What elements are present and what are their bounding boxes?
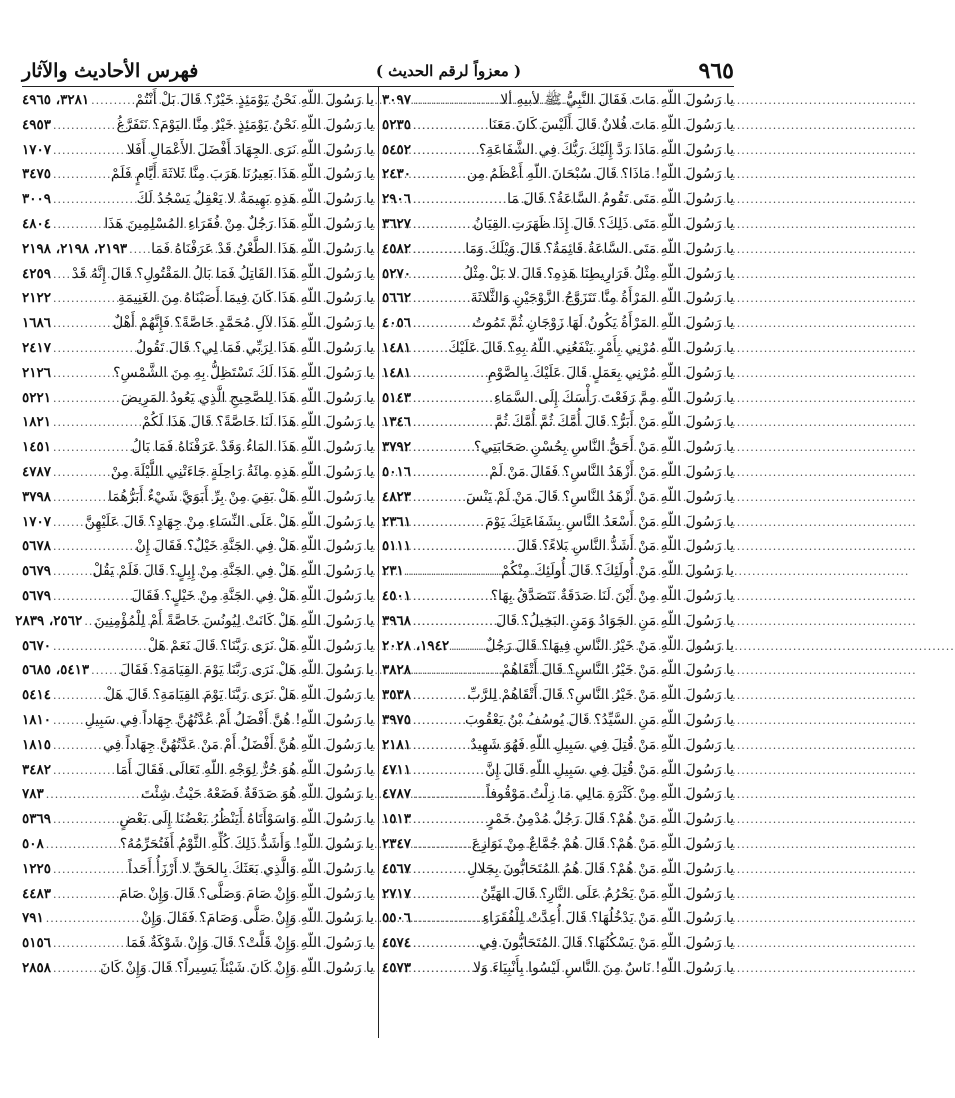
- hadith-number: ١٨١٠: [22, 711, 52, 728]
- hadith-number: ٥٦٧٨: [22, 538, 52, 555]
- entry-text: يا رَسُولَ اللّهِ هَذَا لَنَا خَاصَّةً؟ قَالَ هَذَا لَكُمْ: [141, 414, 374, 431]
- entry-text: يا رَسُولَ اللّهِ نَحْنُ يَوْمَئِذٍ خَيْرٌ؟ قَالَ بَلْ أَنْتُمْ: [135, 92, 374, 108]
- entry-text: يا رَسُولَ اللّهِ وَإِنْ صَامَ وَصَلَّى؟ قَالَ وَإِنْ صَامَ: [119, 885, 374, 902]
- dot-leader: [53, 411, 140, 436]
- index-entry: [22, 634, 374, 659]
- entry-text: يا رَسُولَ اللّهِ مَنْ أُولَئِكَ؟ قَالَ أُولَئِكَ مِنْكُمْ: [501, 563, 734, 580]
- hadith-number: ٥٠١٦: [382, 463, 412, 480]
- hadith-number: ٣٥٣٨: [382, 687, 412, 704]
- index-entry: [22, 708, 374, 733]
- hadith-number: ٤٧٨٧: [382, 786, 412, 803]
- dot-leader: [91, 659, 118, 684]
- index-entry: [22, 410, 374, 435]
- dot-leader: [53, 734, 101, 759]
- hadith-number: ٥٦٧٩: [22, 563, 52, 580]
- index-entry: [22, 683, 374, 708]
- hadith-number: ٣٩٦٨: [382, 612, 412, 629]
- index-entry: [22, 832, 374, 857]
- entry-text: يا رَسُولَ اللّهِ مَنْ هُمْ؟ قَالَ رَجُلٌ مُدْمِنُ خَمْرٍ: [487, 811, 734, 828]
- entry-text: يا رَسُولَ اللّهِ هُوَ حُرٌّ لِوَجْهِ اللّهِ تَعَالَى فَقَالَ أَمَا: [115, 761, 374, 778]
- hadith-number: ٣٢٨١، ٤٩٦٥: [22, 92, 90, 108]
- entry-text: يا رَسُولَ اللّهِ مَنْ أَشَدُّ النَّاسِ بَلاءً؟ قَالَ: [516, 538, 734, 555]
- entry-text: يا رَسُولَ اللّهِ هَذَا لآلِ مُحَمَّدٍ خَاصَّةً؟ فَإِنَّهُمْ أَهْلٌ: [113, 315, 374, 332]
- entry-text: يا رَسُولَ اللّهِ مَتَى ذَلِكَ؟ قَالَ إِذَا ظَهَرَتِ القِيَانُ: [473, 215, 734, 232]
- hadith-number: ٥٢٢١: [22, 389, 52, 406]
- index-entry: [22, 88, 374, 113]
- entry-text: يا رَسُولَ اللّهِ مَنْ هُمْ؟ قَالَ هُمُ المُتَحَابُّونَ بِجَلالِ: [467, 860, 734, 877]
- hadith-number: ١٤٨١: [382, 339, 412, 356]
- hadith-number: ٥٤١٣، ٥٦٨٥: [22, 662, 90, 679]
- entry-text: يا رَسُولَ اللّهِ مَنْ قُتِلَ فِي سَبِيلِ اللّهِ قَالَ إِنَّ: [485, 761, 734, 778]
- entry-text: يا رَسُولَ اللّهِ هَذَا لَكَ تَسْتَظِلُّ بِهِ مِنَ الشَّمْسِ؟: [113, 364, 374, 381]
- entry-text: يا رَسُولَ اللّهِ مَنْ أَبَرُّ؟ قَالَ أُمَّكَ ثُمَّ أُمَّكَ ثُمَّ: [494, 414, 734, 431]
- entry-text: يا رَسُولَ اللّهِ مُرْنِي بِعَمَلٍ قَالَ عَلَيْكَ بِالصَّوْمِ: [487, 364, 734, 381]
- index-entry: [22, 113, 374, 138]
- index-entry: [22, 187, 374, 212]
- hadith-number: ٣٠٩٧: [382, 92, 412, 108]
- hadith-number: ٥٤٥٢: [382, 141, 412, 158]
- dot-leader: [53, 139, 125, 164]
- hadith-number: ٥٤١٤: [22, 687, 52, 704]
- entry-text: يا رَسُولَ اللّهِ هَلْ نَرَى رَبَّنَا يَوْمَ القِيَامَةِ؟ قَالَ هَلْ: [104, 687, 374, 704]
- hadith-number: ٤٥٨٢: [382, 240, 412, 257]
- entry-text: يا رَسُولَ اللّهِ مَاتَ فُلانٌ قَالَ أَلَيْسَ كَانَ مَعَنَا: [488, 116, 734, 133]
- hadith-number: ١٤٥١: [22, 439, 52, 456]
- page-title: فهرس الأحاديث والآثار: [22, 60, 199, 82]
- dot-leader: [53, 312, 111, 337]
- entry-text: يا رَسُولَ اللّهِ مَنْ خَيْرُ النَّاسِ؟ قَالَ أَتْقَاهُمْ: [501, 662, 734, 679]
- dot-leader: [53, 287, 116, 312]
- dot-leader: [53, 535, 133, 560]
- index-entry: [22, 906, 374, 931]
- dot-leader: [53, 709, 83, 734]
- entry-text: يا رَسُولَ اللّهِ نَحْنُ يَوْمَئِذٍ خَيْرٌ مِنَّا اليَوْمَ؟ نَتَفَرَّغُ: [116, 116, 374, 133]
- index-entry: [22, 460, 374, 485]
- entry-text: يا رَسُولَ اللّهِ هَلْ نَرَى رَبَّنَا؟ قَالَ نَعَمْ هَلْ: [147, 637, 374, 654]
- entry-text: يا رَسُولَ اللّهِ! هُنَّ أَفْضَلُ أَمْ عُدَّتُهُنَّ جِهَاداً فِي سَبِيلِ: [84, 711, 374, 728]
- entry-text: يا رَسُولَ اللّهِ مَنْ قُتِلَ فِي سَبِيلِ اللّهِ فَهُوَ شَهِيدٌ: [470, 736, 734, 753]
- entry-text: يا رَسُولَ اللّهِ المَرْأَةُ مِنَّا تَتَزَوَّجُ الزَّوْجَيْنِ وَالثَّلاثَةَ: [470, 290, 734, 307]
- entry-text: يا رَسُولَ اللّهِ هَلْ فِي الجَنَّةِ مِنْ خَيْلٍ؟ فَقَالَ: [131, 587, 374, 604]
- dot-leader: [53, 362, 111, 387]
- index-entry: [22, 311, 374, 336]
- entry-text: يا رَسُولَ اللّهِ وَإِنْ قَلَّتْ؟ قَالَ وَإِنْ شَوْكَةٌ فَمَا: [126, 935, 374, 952]
- hadith-number: ٢٧١٧: [382, 885, 412, 902]
- entry-text: يا رَسُولَ اللّهِ! وَأَشَدُّ ذَلِكَ كُلِّهِ الثَّوْمُ أَفَتُحَرِّمُهُ؟: [119, 835, 374, 852]
- dot-leader: [53, 858, 126, 883]
- entry-text: يا رَسُولَ اللّهِ! مَاذَا؟ قَالَ سُبْحَانَ اللّهِ أَعْظَمُ مِن: [466, 166, 734, 183]
- entry-text: يا رَسُولَ اللّهِ هَذَا المَاءُ وَقَدْ عَرَفْنَاهُ فَمَا بَالُ: [131, 439, 374, 456]
- entry-text: يا رَسُولَ اللّهِ هَذِهِ مِائَةُ رَاحِلَةٍ جَاءَتْنِي اللَّيْلَةَ مِنْ: [110, 463, 374, 480]
- hadith-number: ٣٦٢٧: [382, 215, 412, 232]
- entry-text: يا رَسُولَ اللّهِ هَذَا كَانَ فِيمَا أَصَبْنَاهُ مِنَ الغَنِيمَةِ: [117, 290, 374, 307]
- hadith-number: ٥٢٧٠: [382, 265, 412, 282]
- hadith-number: ٣٨٢٨: [382, 662, 412, 679]
- hadith-number: ٥٦٧٩: [22, 587, 52, 604]
- index-entry: [22, 212, 374, 237]
- hadith-number: ٢١٢٦: [22, 364, 52, 381]
- entry-text: يا رَسُولَ اللّهِ مَنْ أَسْعَدُ النَّاسِ بِشَفَاعَتِكَ يَوْمَ: [484, 513, 734, 530]
- dot-leader: [53, 684, 103, 709]
- dot-leader: [53, 163, 109, 188]
- dot-leader: [53, 337, 134, 362]
- dot-leader: [53, 808, 117, 833]
- hadith-number: ٥٢٣٥: [382, 116, 412, 133]
- entry-text: يا رَسُولَ اللّهِ مَنْ أَحَقُّ النَّاسِ بِحُسْنِ صَحَابَتِي؟: [473, 439, 734, 456]
- hadith-number: ٤٥٧٣: [382, 959, 412, 976]
- hadith-number: ٥٦٦٢: [382, 290, 412, 307]
- index-entry: [22, 882, 374, 907]
- entry-text: يا رَسُولَ اللّهِ هَلْ نَرَى رَبَّنَا يَوْمَ القِيَامَةِ؟ فَقَالَ: [120, 662, 374, 679]
- hadith-number: ٥٦٧٠: [22, 637, 52, 654]
- entry-text: يا رَسُولَ اللّهِ مَنْ خَيْرُ النَّاسِ فِيهَا؟ قَالَ رَجُلٌ: [485, 637, 734, 654]
- entry-text: يا رَسُولَ اللّهِ هَذِهِ بَهِيمَةٌ لا يَعْقِلُ يَسْجُدُ لَكَ: [136, 191, 374, 208]
- entry-text: يا رَسُولَ اللّهِ وَإِنْ صَلَّى وَصَامَ؟ فَقَالَ وَإِنْ: [141, 910, 374, 927]
- hadith-number: ١٦٨٦: [22, 315, 52, 332]
- index-entry: [22, 435, 374, 460]
- dot-leader: [53, 213, 102, 238]
- hadith-number: ٣٧٩٨: [22, 488, 52, 505]
- hadith-number: ١٩٤٢، ٢٠٢٨: [382, 637, 450, 654]
- index-entry: [22, 733, 374, 758]
- index-entry: [22, 510, 374, 535]
- hadith-number: ٤٥٠١: [382, 587, 412, 604]
- index-entry: [22, 262, 374, 287]
- entry-text: يا رَسُولَ اللّهِ مَاذَا رَدَّ إِلَيْكَ رَبُّكَ فِي الشَّفَاعَةِ؟: [478, 141, 734, 158]
- dot-leader: [53, 635, 146, 660]
- hadith-number: ٤٠٥٦: [382, 315, 412, 332]
- entry-text: يا رَسُولَ اللّهِ هَذَا لِلصَّحِيحِ الَّذِي يَعُودُ المَرِيضَ: [120, 389, 374, 406]
- hadith-number: ٤٧٨٧: [22, 463, 52, 480]
- index-entry: [22, 286, 374, 311]
- entry-text: يا رَسُولَ اللّهِ مِثْلُ قَرَارِيطِنَا هَذِهِ؟ قَالَ لا بَلْ مِثْلُ: [462, 265, 734, 282]
- dot-leader: [53, 461, 109, 486]
- index-entry: [22, 162, 374, 187]
- index-entry: [22, 361, 374, 386]
- hadith-number: ٤٤٨٣: [22, 885, 52, 902]
- hadith-number: ٤٥٦٧: [382, 860, 412, 877]
- index-entry: [22, 336, 374, 361]
- hadith-number: ٥٠٨: [22, 835, 44, 852]
- dot-leader: [46, 833, 118, 858]
- hadith-number: ١٣٤٦: [382, 414, 412, 431]
- hadith-number: ٢٥٦٢، ٢٨٣٩: [15, 612, 83, 629]
- hadith-number: ٥١٤٣: [382, 389, 412, 406]
- entry-text: يا رَسُولَ اللّهِ مَاتَ فَقَالَ النَّبِيُّ ﷺ لأبيهِ ألا: [500, 92, 734, 108]
- index-entry: [22, 956, 374, 981]
- entry-text: يا رَسُولَ اللّهِ هُوَ صَدَقَةٌ فَضَعْهُ حَيْثُ شِئْتَ: [141, 786, 374, 803]
- entry-text: يا رَسُولَ اللّهِ نَرَى الجِهَادَ أَفْضَلَ الأَعْمَالِ أَفَلا: [126, 141, 374, 158]
- dot-leader: [53, 759, 114, 784]
- hadith-number: ٤٨٢٣: [382, 488, 412, 505]
- page-number: ٩٦٥: [698, 58, 734, 84]
- entry-text: يا رَسُولَ اللّهِ مَنْ أَزْهَدُ النَّاسِ؟ قَالَ مَنْ لَمْ يَنْسَ: [466, 488, 734, 505]
- dot-leader: [53, 511, 83, 536]
- hadith-number: ٧٩١: [22, 910, 44, 927]
- hadith-number: ٤٩٥٣: [22, 116, 52, 133]
- hadith-number: ١٨٢١: [22, 414, 52, 431]
- entry-text: يا رَسُولَ اللّهِ مَتَى تَقُومُ السَّاعَةُ؟ قَالَ مَا: [507, 191, 734, 208]
- dot-leader: [53, 883, 117, 908]
- dot-leader: [53, 585, 129, 610]
- page-header: [22, 56, 734, 86]
- dot-leader: [53, 486, 106, 511]
- index-entry: [22, 584, 374, 609]
- hadith-number: ٤٢٥٩: [22, 265, 52, 282]
- entry-text: يا رَسُولَ اللّهِ هَلْ كَانَتْ لِيُونُسَ خَاصَّةً أَمْ لِلْمُؤْمِنِينَ: [94, 612, 374, 629]
- entry-text: يا رَسُولَ اللّهِ هُنَّ أَفْضَلُ أَمْ مَنْ عَدَّتُهُنَّ جِهَاداً فِي: [102, 736, 374, 753]
- hadith-number: ٥٥٠٦: [382, 910, 412, 927]
- dot-leader: [46, 907, 139, 932]
- index-entry: [22, 559, 374, 584]
- entry-text: يا رَسُولَ اللّهِ وَإِنْ كَانَ شَيْئاً يَسِيراً؟ قَالَ وَإِنْ كَانَ: [100, 959, 374, 976]
- hadith-number: ٥١٥٦: [22, 935, 52, 952]
- entry-text: يا رَسُولَ اللّهِ مَنْ يَحْرُمُ عَلَى النَّارِ؟ قَالَ الهَيِّنُ: [480, 885, 734, 902]
- entry-text: يا رَسُولَ اللّهِ مِنْ أَيْنَ لَنَا صَدَقَةٌ نَتَصَدَّقُ بِهَا؟: [490, 587, 734, 604]
- hadith-number: ٢١٩٣، ٢١٩٨، ٢١٩٨: [22, 240, 128, 257]
- index-entry: [22, 138, 374, 163]
- entry-text: يا رَسُولَ اللّهِ مَنْ هُمْ؟ قَالَ هُمْ جُمَّاعٌ مِنْ نَوَازِعَ: [471, 835, 734, 852]
- dot-leader: [53, 387, 119, 412]
- hadith-number: ١٢٢٥: [22, 860, 52, 877]
- entry-text: يا رَسُولَ اللّهِ! نَاسٌ مِنَ النَّاسِ لَيْسُوا بِأَنْبِيَاءَ وَلا: [473, 959, 734, 976]
- hadith-number: ٣٧٩٢: [382, 439, 412, 456]
- dot-leader: [53, 436, 130, 461]
- dot-leader: [53, 560, 91, 585]
- entry-text: يا رَسُولَ اللّهِ مُرْنِي بِأَمْرٍ يَنْفَعُنِي اللّهُ بِهِ؟ قَالَ عَلَيْكَ: [448, 339, 734, 356]
- entry-text: يا رَسُولَ اللّهِ مِنْ كَثْرَةِ مَالِي مَا زِلْتُ مَوْقُوفاً: [486, 786, 734, 803]
- entry-text: يا رَسُولَ اللّهِ هَلْ فِي الجَنَّةِ مِنْ إِبِلٍ؟ قَالَ فَلَمْ يَقُلْ: [92, 563, 374, 580]
- left-column: [15, 88, 374, 981]
- entry-text: يا رَسُولَ اللّهِ مَتَى السَّاعَةُ قَائِمَةٌ؟ قَالَ وَيْلَكَ وَمَا: [465, 240, 734, 257]
- index-entry: [22, 782, 374, 807]
- dot-leader: [129, 238, 149, 263]
- hadith-number: ٣٩٧٥: [382, 711, 412, 728]
- dot-leader: [53, 263, 70, 288]
- page-subtitle: ( معزواً لرقم الحديث ): [375, 62, 522, 80]
- entry-text: يا رَسُولَ اللّهِ هَلْ عَلَى النِّسَاءِ مِنْ جِهَادٍ؟ قَالَ عَلَيْهِنَّ: [84, 513, 374, 530]
- hadith-number: ٧٨٣: [22, 786, 44, 803]
- dot-leader: [53, 188, 135, 213]
- hadith-number: ٢٨٥٨: [22, 959, 52, 976]
- hadith-number: ١٤٨١: [382, 364, 412, 381]
- index-entry: [22, 758, 374, 783]
- index-entry: [22, 857, 374, 882]
- index-entry: [22, 931, 374, 956]
- index-entry: [22, 807, 374, 832]
- hadith-number: ٣٠٠٩: [22, 191, 52, 208]
- entry-text: يا رَسُولَ اللّهِ هَذَا القَاتِلُ فَمَا بَالُ المَقْتُولِ؟ قَالَ إِنَّهُ قَدْ: [72, 265, 374, 282]
- entry-text: يا رَسُولَ اللّهِ مَنْ يَدْخُلُهَا؟ قَالَ أُعِدَّتْ لِلْفُقَرَاءِ: [482, 910, 734, 927]
- entry-text: يا رَسُولَ اللّهِ مِمَّ رَفَعْتَ رَأْسَكَ إِلَى السَّمَاءِ: [494, 389, 734, 406]
- entry-text: يا رَسُولَ اللّهِ وَاسَوْأَتَاهُ أَيَنْظُرُ بَعْضُنَا إِلَى بَعْضٍ: [119, 811, 374, 828]
- entry-text: يا رَسُولَ اللّهِ هَذَا لِرَبِّي فَمَا لِي؟ قَالَ تَقُولُ: [135, 339, 374, 356]
- index-entry: [22, 485, 374, 510]
- hadith-number: ٢٣٦١: [382, 513, 412, 530]
- hadith-number: ٣٤٧٥: [22, 166, 52, 183]
- hadith-number: ٣٤٨٢: [22, 761, 52, 778]
- dot-leader: [84, 610, 92, 635]
- index-entry: [22, 658, 374, 683]
- hadith-number: ٢٤١٧: [22, 339, 52, 356]
- hadith-number: ٤٥٧٤: [382, 935, 412, 952]
- dot-leader: [53, 114, 115, 139]
- entry-text: يا رَسُولَ اللّهِ المَرْأَةُ يَكُونُ لَهَا زَوْجَانِ ثُمَّ تَمُوتُ: [472, 315, 734, 332]
- hadith-number: ١٧٠٧: [22, 513, 52, 530]
- hadith-number: ٢١٢٢: [22, 290, 52, 307]
- entry-text: يا رَسُولَ اللّهِ مَنْ يَسْكُنُهَا؟ قَالَ المُتَحَابُّونَ فِي: [479, 935, 734, 952]
- entry-text: يا رَسُولَ اللّهِ وَالَّذِي بَعَثَكَ بِالحَقِّ لا أَرْزَأُ أَحَداً: [127, 860, 374, 877]
- hadith-number: ٢١٨١: [382, 736, 412, 753]
- hadith-number: ٢٤٣٠: [382, 166, 412, 183]
- entry-text: يا رَسُولَ اللّهِ هَذَا الطَّعْنُ قَدْ عَرَفْنَاهُ فَمَا: [151, 240, 374, 257]
- dot-leader: [46, 783, 139, 808]
- index-entry: [22, 534, 374, 559]
- index-entry: [15, 609, 374, 634]
- entry-text: يا رَسُولَ اللّهِ هَلْ فِي الجَنَّةِ خَيْلٌ؟ فَقَالَ إِنْ: [135, 538, 374, 555]
- entry-text: يا رَسُولَ اللّهِ مَنْ خَيْرُ النَّاسِ؟ قَالَ أَتْقَاهُمْ لِلرَّبِّ: [467, 687, 734, 704]
- hadith-number: ١٨١٥: [22, 736, 52, 753]
- hadith-number: ٢٣١: [382, 563, 404, 580]
- hadith-number: ١٧٠٧: [22, 141, 52, 158]
- entry-text: يا رَسُولَ اللّهِ مَنْ أَزْهَدُ النَّاسِ؟ فَقَالَ مَنْ لَمْ: [489, 463, 734, 480]
- entry-text: يا رَسُولَ اللّهِ هَلْ بَقِيَ مِنْ بِرِّ أَبَوَيَّ شَيْءٌ أَبَرُّهُمَا: [107, 488, 374, 505]
- dot-leader: [53, 932, 124, 957]
- dot-leader: [91, 89, 133, 114]
- hadith-number: ٤٧١١: [382, 761, 412, 778]
- hadith-number: ٥٣٦٩: [22, 811, 52, 828]
- hadith-number: ٤٨٠٤: [22, 215, 52, 232]
- index-entry: [22, 386, 374, 411]
- dot-leader: [53, 957, 98, 982]
- index-entry: [22, 237, 374, 262]
- entry-text: يا رَسُولَ اللّهِ هَذَا بَعِيرُنَا هَرَبَ مِنَّا ثَلاثَةَ أَيَّامٍ فَلَمْ: [110, 166, 374, 183]
- hadith-number: ٢٣٤٧: [382, 835, 412, 852]
- hadith-number: ٢٩٠٦: [382, 191, 412, 208]
- entry-text: يا رَسُولَ اللّهِ مَنِ الجَوَادُ وَمَنِ البَخِيلُ؟ قَالَ: [496, 612, 734, 629]
- entry-text: يا رَسُولَ اللّهِ مَنِ السَّيِّدُ؟ قَالَ يُوسُفُ بْنُ يَعْقُوبَ: [465, 711, 734, 728]
- entry-text: يا رَسُولَ اللّهِ هَذَا رَجُلٌ مِنْ فُقَرَاءِ المُسْلِمِينَ هَذَا: [104, 215, 374, 232]
- hadith-number: ٥١١١: [382, 538, 412, 555]
- hadith-number: ١٥١٣: [382, 811, 412, 828]
